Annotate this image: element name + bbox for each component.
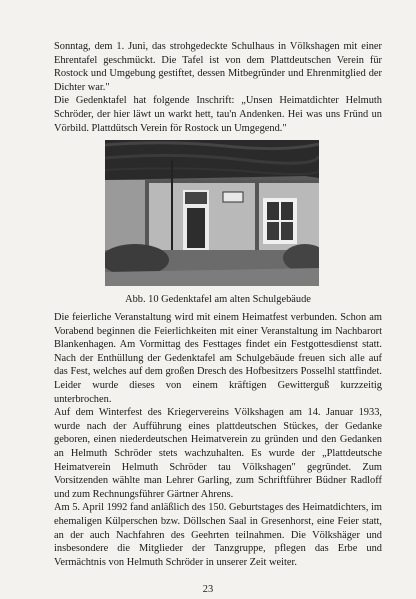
page-number: 23 [202, 584, 214, 595]
paragraph: Die feierliche Veranstaltung wird mit einem Heimatfest verbunden. Schon am Vorabend beginnen die Feierlichkeiten mit einer Veranstaltung im Nachbarort Blankenhagen. Am Vormittag des Festtages findet ein Festgottesdienst statt. Nach der Enthüllung der Gedenktafel am Schulgebäude freuen sich alle auf das Fest, welches auf dem großen Dresch des Hofbesitzers Posselhl stattfindet. Leider wurde dieses von einem kräftigen Gewitterguß kurzzeitig unterbrochen. [54, 312, 382, 405]
top-text-block [54, 40, 382, 135]
paragraph: Sonntag, dem 1. Juni, das strohgedeckte Schulhaus in Völkshagen mit einer Ehrentafel geschmückt. Die Tafel ist von dem Plattdeutschen Verein für Rostock und Umgebung gestiftet, dessen Mitbegründer und Ehrenmitglied der Dichter war." [54, 41, 382, 93]
paragraph: Auf dem Winterfest des Kriegervereins Völkshagen am 14. Januar 1933, wurde nach der Aufführung eines plattdeutschen Stückes, der Gedanke geboren, einen niederdeutschen Heimatverein zu gründen und den Gedanken an Helmuth Schröder stets wachzuhalten. Es wurde der „Plattdeutsche Heimatverein Helmuth Schröder tau Völkshagen" gegründet. Zum Vorsitzenden wählte man Lehrer Garling, zum Schriftführer Büdner Radloff und zum Rechnungsführer Gärtner Ahrens. [54, 407, 382, 500]
paragraph: Die Gedenktafel hat folgende Inschrift: „Unsen Heimatdichter Helmuth Schröder, der hier läwt un warkt hett, tau'n Andenken. Hei was uns Fründ un Vörbild. Plattdütsch Verein för Rostock un Umgegend." [54, 95, 382, 134]
schoolhouse-photo-image [105, 140, 319, 286]
paragraph: Am 5. April 1992 fand anläßlich des 150. Geburtstages des Heimatdichters, im ehemaligen Külperschen bzw. Döllschen Saal in Gresenhorst, eine Feier statt, an der auch Nachfahren des Geehrten teilnahmen. Die Völkshäger und insbesondere die Mitglieder der Tanzgruppe, pflegen das Erbe und Vermächtnis von Helmuth Schröder in unserer Zeit weiter. [54, 502, 382, 568]
figure-caption: Abb. 10 Gedenktafel am alten Schulgebäude [125, 294, 311, 305]
schoolhouse-photo [105, 140, 319, 286]
bottom-text-block [54, 311, 382, 569]
